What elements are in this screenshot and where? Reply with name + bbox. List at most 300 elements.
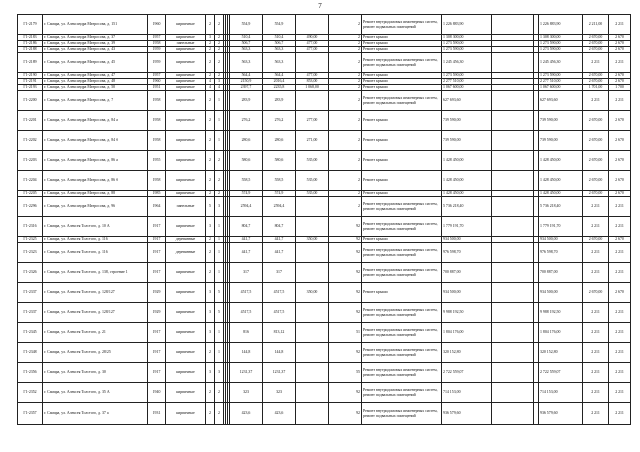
cell-id: Г1-2325	[18, 237, 43, 243]
cell-cost2: 934 500,00	[539, 237, 583, 243]
cell-works: Ремонт внутридомовых инженерных систем, ремонт подвальных помещений	[362, 383, 442, 403]
cell-works: Ремонт внутридомовых инженерных систем, ремонт подвальных помещений	[362, 343, 442, 363]
cell-area-total: 558,5	[230, 171, 263, 191]
cell-year: 1960	[148, 79, 166, 85]
table-row	[18, 303, 631, 323]
cell-id: Г1-2190	[18, 73, 43, 79]
cell-wall: кирпичные	[166, 403, 206, 425]
cell-wall: кирпичные	[166, 35, 206, 41]
cell-address: г. Самара, ул. Александра Матросова, д. 151	[43, 15, 148, 35]
table-row	[18, 323, 631, 343]
cell-cost1: 5 736 218,40	[442, 197, 492, 217]
cell-id: Г1-2296	[18, 197, 43, 217]
cell-wall: кирпичные	[166, 47, 206, 53]
cell-cost1: 1 428 450,00	[442, 151, 492, 171]
cell-n: 51	[329, 323, 362, 343]
cell-year: 1959	[148, 47, 166, 53]
cell-address: г. Самара, ул. Александра Матросова, д. 39	[43, 41, 148, 47]
cell-id: Г1-2191	[18, 79, 43, 85]
cell-floors: 2	[206, 131, 215, 151]
cell-address: г. Самара, ул. Александра Матросова, д. 96	[43, 197, 148, 217]
cell-unit2: 2 211	[609, 197, 631, 217]
cell-entrances: 1	[215, 111, 224, 131]
cell-year: 1931	[148, 403, 166, 425]
cell-n: 2	[329, 131, 362, 151]
cell-area-c: 350,00	[296, 237, 329, 243]
cell-id: Г1-2337	[18, 303, 43, 323]
cell-entrances: 3	[215, 197, 224, 217]
cell-floors: 5	[206, 197, 215, 217]
cell-works: Ремонт крыши	[362, 151, 442, 171]
table-row	[18, 283, 631, 303]
cell-works: Ремонт внутридомовых инженерных систем, ремонт подвальных помещений	[362, 91, 442, 111]
cell-works: Ремонт крыши	[362, 111, 442, 131]
cell-unit1: 2 211	[583, 343, 609, 363]
cell-cost1: 1 245 456,30	[442, 53, 492, 73]
cell-address: г. Самара, ул. Александра Матросова, д. 84 б	[43, 131, 148, 151]
cell-cost2: 1 308 300,00	[539, 35, 583, 41]
cell-area-living: 564,4	[263, 73, 296, 79]
cell-unit2: 2 670	[609, 111, 631, 131]
cell-id: Г1-2352	[18, 383, 43, 403]
cell-works: Ремонт внутридомовых инженерных систем, ремонт подвальных помещений	[362, 53, 442, 73]
cell-area-living: 4517,5	[263, 283, 296, 303]
cell-works: Ремонт крыши	[362, 47, 442, 53]
cell-id: Г1-2316	[18, 217, 43, 237]
cell-unit1: 2 211	[583, 323, 609, 343]
cell-area-total: 580,6	[230, 151, 263, 171]
cell-year: 1917	[148, 363, 166, 383]
cell-empty	[492, 323, 534, 343]
cell-floors: 4	[206, 79, 215, 85]
cell-empty	[492, 111, 534, 131]
cell-unit2: 2 670	[609, 171, 631, 191]
cell-year: 1958	[148, 111, 166, 131]
cell-area-living: 2235,8	[263, 85, 296, 91]
cell-unit2: 2 211	[609, 15, 631, 35]
cell-wall: кирпичные	[166, 91, 206, 111]
cell-cost1: 700 887,00	[442, 263, 492, 283]
cell-cost1: 936 579,60	[442, 403, 492, 425]
cell-area-c: 535,00	[296, 151, 329, 171]
table-row	[18, 263, 631, 283]
cell-address: г. Самара, ул. Алексея Толстого, д. 128/127	[43, 283, 148, 303]
cell-entrances: 1	[215, 217, 224, 237]
cell-area-c	[296, 303, 329, 323]
cell-area-c	[296, 263, 329, 283]
cell-empty	[492, 403, 534, 425]
cell-id: Г1-2356	[18, 363, 43, 383]
cell-area-c	[296, 197, 329, 217]
cell-unit2: 2 211	[609, 323, 631, 343]
cell-floors: 2	[206, 73, 215, 79]
cell-entrances: 3	[215, 79, 224, 85]
cell-floors: 3	[206, 217, 215, 237]
cell-entrances: 1	[215, 237, 224, 243]
cell-area-c	[296, 91, 329, 111]
cell-empty	[492, 15, 534, 35]
cell-unit1: 2 211	[583, 197, 609, 217]
cell-entrances: 2	[215, 191, 224, 197]
cell-unit1: 2 670,00	[583, 171, 609, 191]
cell-wall: кирпичные	[166, 73, 206, 79]
cell-cost2: 9 988 192,50	[539, 303, 583, 323]
cell-unit2: 2 211	[609, 217, 631, 237]
cell-area-c: 1 068,00	[296, 85, 329, 91]
cell-area-total: 506,7	[230, 41, 263, 47]
cell-area-living: 574,9	[263, 191, 296, 197]
cell-address: г. Самара, ул. Александра Матросова, д. 86 а	[43, 151, 148, 171]
cell-area-total: 441,7	[230, 243, 263, 263]
cell-unit2: 2 211	[609, 363, 631, 383]
cell-works: Ремонт внутридомовых инженерных систем, ремонт подвальных помещений	[362, 15, 442, 35]
cell-id: Г1-2200	[18, 91, 43, 111]
cell-year: 1917	[148, 243, 166, 263]
cell-cost2: 320 152,80	[539, 343, 583, 363]
cell-area-total: 4517,5	[230, 283, 263, 303]
cell-area-total: 563,3	[230, 53, 263, 73]
table-row	[18, 111, 631, 131]
cell-entrances: 1	[215, 131, 224, 151]
cell-year: 1917	[148, 323, 166, 343]
cell-year: 1917	[148, 343, 166, 363]
cell-entrances: 1	[215, 323, 224, 343]
cell-works: Ремонт внутридомовых инженерных систем, ремонт подвальных помещений	[362, 197, 442, 217]
cell-cost2: 934 500,00	[539, 283, 583, 303]
cell-id: Г1-2326	[18, 263, 43, 283]
cell-area-total: 2397,7	[230, 85, 263, 91]
cell-unit2: 2 670	[609, 151, 631, 171]
cell-n: 2	[329, 79, 362, 85]
cell-id: Г1-2183	[18, 35, 43, 41]
cell-address: г. Самара, ул. Александра Матросова, д. 43	[43, 47, 148, 53]
cell-address: г. Самара, ул. Алексея Толстого, д. 30	[43, 363, 148, 383]
cell-works: Ремонт крыши	[362, 131, 442, 151]
cell-cost1: 714 153,00	[442, 383, 492, 403]
cell-n: 2	[329, 151, 362, 171]
cell-cost2: 2 722 559,07	[539, 363, 583, 383]
cell-works: Ремонт внутридомовых инженерных систем, ремонт подвальных помещений	[362, 363, 442, 383]
cell-cost2: 1 273 590,00	[539, 47, 583, 53]
cell-cost2: 1 067 600,00	[539, 85, 583, 91]
cell-area-total: 816	[230, 323, 263, 343]
cell-n: 2	[329, 53, 362, 73]
cell-id: Г1-2337	[18, 283, 43, 303]
cell-works: Ремонт внутридомовых инженерных систем, ремонт подвальных помещений	[362, 403, 442, 425]
cell-unit1: 2 211	[583, 383, 609, 403]
cell-entrances: 1	[215, 343, 224, 363]
cell-area-c: 853,00	[296, 79, 329, 85]
cell-area-living: 144,8	[263, 343, 296, 363]
cell-area-c: 477,00	[296, 47, 329, 53]
cell-year: 1917	[148, 217, 166, 237]
cell-area-c: 277,00	[296, 111, 329, 131]
cell-unit1: 2 211	[583, 303, 609, 323]
cell-wall: кирпичные	[166, 323, 206, 343]
cell-id: Г1-2186	[18, 41, 43, 47]
cell-n: 2	[329, 47, 362, 53]
cell-unit1: 1 701,00	[583, 85, 609, 91]
cell-works: Ремонт внутридомовых инженерных систем, ремонт подвальных помещений	[362, 303, 442, 323]
cell-cost2: 5 736 218,40	[539, 197, 583, 217]
cell-floors: 2	[206, 403, 215, 425]
cell-unit1: 2 670,00	[583, 131, 609, 151]
cell-floors: 2	[206, 41, 215, 47]
cell-floors: 2	[206, 53, 215, 73]
cell-works: Ремонт крыши	[362, 85, 442, 91]
cell-n: 92	[329, 383, 362, 403]
cell-area-total: 563,3	[230, 47, 263, 53]
cell-floors: 2	[206, 151, 215, 171]
cell-cost2: 739 590,00	[539, 111, 583, 131]
cell-cost2: 1 779 191,70	[539, 217, 583, 237]
repair-program-table	[17, 14, 631, 425]
cell-entrances: 1	[215, 263, 224, 283]
cell-n: 2	[329, 35, 362, 41]
cell-area-living: 554,9	[263, 15, 296, 35]
cell-year: 1917	[148, 237, 166, 243]
cell-area-c	[296, 403, 329, 425]
cell-unit2: 2 670	[609, 35, 631, 41]
cell-unit2: 2 670	[609, 41, 631, 47]
cell-address: г. Самара, ул. Александра Матросова, д. 48	[43, 79, 148, 85]
table-row	[18, 217, 631, 237]
cell-area-total: 1231,37	[230, 363, 263, 383]
cell-n: 92	[329, 263, 362, 283]
cell-address: г. Самара, ул. Алексея Толстого, д. 138, строение 1	[43, 263, 148, 283]
cell-area-living: 813,12	[263, 323, 296, 343]
cell-area-living: 423,6	[263, 403, 296, 425]
cell-area-living: 2016,4	[263, 79, 296, 85]
cell-unit1: 2 670,00	[583, 191, 609, 197]
cell-unit1: 2 670,00	[583, 283, 609, 303]
cell-area-living: 804,7	[263, 217, 296, 237]
cell-n: 2	[329, 41, 362, 47]
cell-area-total: 4517,5	[230, 303, 263, 323]
cell-unit2: 2 211	[609, 383, 631, 403]
table-row	[18, 53, 631, 73]
cell-cost1: 320 152,80	[442, 343, 492, 363]
cell-unit2: 2 211	[609, 263, 631, 283]
cell-unit1: 2 211	[583, 263, 609, 283]
cell-unit1: 2 211	[583, 53, 609, 73]
cell-wall: кирпичные	[166, 151, 206, 171]
cell-unit2: 2 670	[609, 47, 631, 53]
cell-area-c	[296, 363, 329, 383]
cell-area-total: 564,4	[230, 73, 263, 79]
cell-entrances: 4	[215, 85, 224, 91]
cell-address: г. Самара, ул. Алексея Толстого, д. 21	[43, 323, 148, 343]
cell-unit1: 2 670,00	[583, 111, 609, 131]
cell-area-total: 280,6	[230, 131, 263, 151]
cell-cost2: 1 804 176,00	[539, 323, 583, 343]
cell-area-total: 804,7	[230, 217, 263, 237]
cell-empty	[492, 263, 534, 283]
cell-unit2: 2 211	[609, 53, 631, 73]
cell-year: 1957	[148, 73, 166, 79]
cell-cost2: 700 887,00	[539, 263, 583, 283]
cell-floors: 2	[206, 343, 215, 363]
cell-area-living: 580,6	[263, 151, 296, 171]
cell-n: 2	[329, 111, 362, 131]
cell-unit2: 2 211	[609, 403, 631, 425]
cell-entrances: 2	[215, 171, 224, 191]
cell-empty	[492, 383, 534, 403]
cell-wall: кирпичные	[166, 343, 206, 363]
cell-area-c	[296, 15, 329, 35]
cell-id: Г1-2188	[18, 47, 43, 53]
cell-cost2: 1 245 456,30	[539, 53, 583, 73]
cell-address: г. Самара, ул. Александра Матросова, д. 47	[43, 73, 148, 79]
cell-works: Ремонт крыши	[362, 73, 442, 79]
cell-unit1: 2 211	[583, 243, 609, 263]
cell-unit1: 2 211	[583, 363, 609, 383]
cell-area-living: 317	[263, 263, 296, 283]
cell-area-total: 276,2	[230, 111, 263, 131]
cell-cost1: 1 308 300,00	[442, 35, 492, 41]
cell-area-c: 535,00	[296, 171, 329, 191]
cell-unit2: 2 670	[609, 73, 631, 79]
cell-area-c: 490,00	[296, 35, 329, 41]
cell-cost1: 1 428 450,00	[442, 171, 492, 191]
cell-entrances: 2	[215, 15, 224, 35]
cell-works: Ремонт крыши	[362, 191, 442, 197]
cell-id: Г1-2201	[18, 111, 43, 131]
cell-empty	[492, 151, 534, 171]
cell-id: Г1-2204	[18, 171, 43, 191]
cell-area-living: 563,3	[263, 47, 296, 53]
cell-address: г. Самара, ул. Алексея Толстого, д. 28/25	[43, 343, 148, 363]
cell-area-total: 317	[230, 263, 263, 283]
cell-unit2: 2 670	[609, 283, 631, 303]
cell-area-c: 477,00	[296, 73, 329, 79]
cell-n: 2	[329, 91, 362, 111]
cell-wall: деревянные	[166, 243, 206, 263]
cell-unit2: 2 211	[609, 343, 631, 363]
cell-id: Г1-2205	[18, 191, 43, 197]
cell-n: 2	[329, 191, 362, 197]
cell-address: г. Самара, ул. Александра Матросова, д. 86 б	[43, 171, 148, 191]
cell-address: г. Самара, ул. Алексея Толстого, д. 128/127	[43, 303, 148, 323]
cell-wall: кирпичные	[166, 303, 206, 323]
cell-id: Г1-2357	[18, 403, 43, 425]
cell-year: 1957	[148, 35, 166, 41]
cell-area-total: 574,9	[230, 191, 263, 197]
cell-unit1: 2 211	[583, 217, 609, 237]
cell-empty	[492, 53, 534, 73]
cell-cost2: 936 579,60	[539, 403, 583, 425]
cell-empty	[492, 131, 534, 151]
cell-cost1: 934 500,00	[442, 237, 492, 243]
cell-works: Ремонт крыши	[362, 79, 442, 85]
cell-area-living: 558,5	[263, 171, 296, 191]
cell-n: 92	[329, 303, 362, 323]
cell-area-c	[296, 383, 329, 403]
cell-unit2: 2 211	[609, 243, 631, 263]
cell-works: Ремонт крыши	[362, 237, 442, 243]
cell-id: Г1-2345	[18, 323, 43, 343]
cell-floors: 2	[206, 243, 215, 263]
cell-floors: 3	[206, 283, 215, 303]
cell-n: 92	[329, 237, 362, 243]
cell-works: Ремонт внутридомовых инженерных систем, ремонт подвальных помещений	[362, 323, 442, 343]
cell-unit2: 2 670	[609, 131, 631, 151]
cell-id: Г1-2193	[18, 85, 43, 91]
cell-wall: панельные	[166, 41, 206, 47]
cell-floors: 2	[206, 111, 215, 131]
cell-area-c	[296, 343, 329, 363]
cell-address: г. Самара, ул. Алексея Толстого, д. 35 А	[43, 383, 148, 403]
cell-area-living: 506,7	[263, 41, 296, 47]
cell-works: Ремонт крыши	[362, 35, 442, 41]
cell-floors: 2	[206, 263, 215, 283]
cell-area-c	[296, 323, 329, 343]
cell-wall: кирпичные	[166, 111, 206, 131]
cell-empty	[492, 171, 534, 191]
cell-year: 1958	[148, 91, 166, 111]
cell-floors: 2	[206, 47, 215, 53]
cell-n: 92	[329, 217, 362, 237]
cell-year: 1917	[148, 263, 166, 283]
cell-cost2: 1 226 883,90	[539, 15, 583, 35]
cell-entrances: 2	[215, 383, 224, 403]
cell-n: 2	[329, 15, 362, 35]
cell-empty	[492, 217, 534, 237]
cell-unit1: 2 670,00	[583, 237, 609, 243]
cell-id: Г1-2203	[18, 151, 43, 171]
cell-year: 1964	[148, 197, 166, 217]
cell-wall: кирпичные	[166, 15, 206, 35]
cell-wall: кирпичные	[166, 283, 206, 303]
cell-cost2: 1 273 590,00	[539, 73, 583, 79]
cell-floors: 3	[206, 35, 215, 41]
cell-address: г. Самара, ул. Александра Матросова, д. 37	[43, 35, 148, 41]
cell-cost1: 1 273 590,00	[442, 41, 492, 47]
table-row	[18, 243, 631, 263]
cell-area-living: 1231,37	[263, 363, 296, 383]
cell-wall: кирпичные	[166, 79, 206, 85]
cell-unit1: 2 670,00	[583, 151, 609, 171]
cell-unit1: 2 211	[583, 91, 609, 111]
cell-cost2: 1 428 450,00	[539, 191, 583, 197]
cell-cost1: 1 804 176,00	[442, 323, 492, 343]
cell-area-total: 144,8	[230, 343, 263, 363]
cell-area-living: 441,7	[263, 237, 296, 243]
cell-cost2: 714 153,00	[539, 383, 583, 403]
cell-area-living: 323	[263, 383, 296, 403]
cell-unit2: 1 700	[609, 85, 631, 91]
cell-cost1: 1 273 590,00	[442, 47, 492, 53]
cell-entrances: 2	[215, 403, 224, 425]
cell-area-c: 535,00	[296, 191, 329, 197]
cell-year: 1951	[148, 85, 166, 91]
cell-wall: кирпичные	[166, 53, 206, 73]
cell-cost1: 1 428 450,00	[442, 191, 492, 197]
cell-year: 1985	[148, 191, 166, 197]
table-row	[18, 383, 631, 403]
cell-unit2: 2 670	[609, 191, 631, 197]
cell-entrances: 1	[215, 243, 224, 263]
cell-id: Г1-2348	[18, 343, 43, 363]
cell-cost2: 1 428 450,00	[539, 151, 583, 171]
cell-floors: 2	[206, 191, 215, 197]
cell-wall: панельные	[166, 197, 206, 217]
table-row	[18, 131, 631, 151]
cell-cost2: 627 693,60	[539, 91, 583, 111]
cell-wall: кирпичные	[166, 85, 206, 91]
cell-empty	[492, 243, 534, 263]
cell-address: г. Самара, ул. Алексея Толстого, д. 116	[43, 243, 148, 263]
